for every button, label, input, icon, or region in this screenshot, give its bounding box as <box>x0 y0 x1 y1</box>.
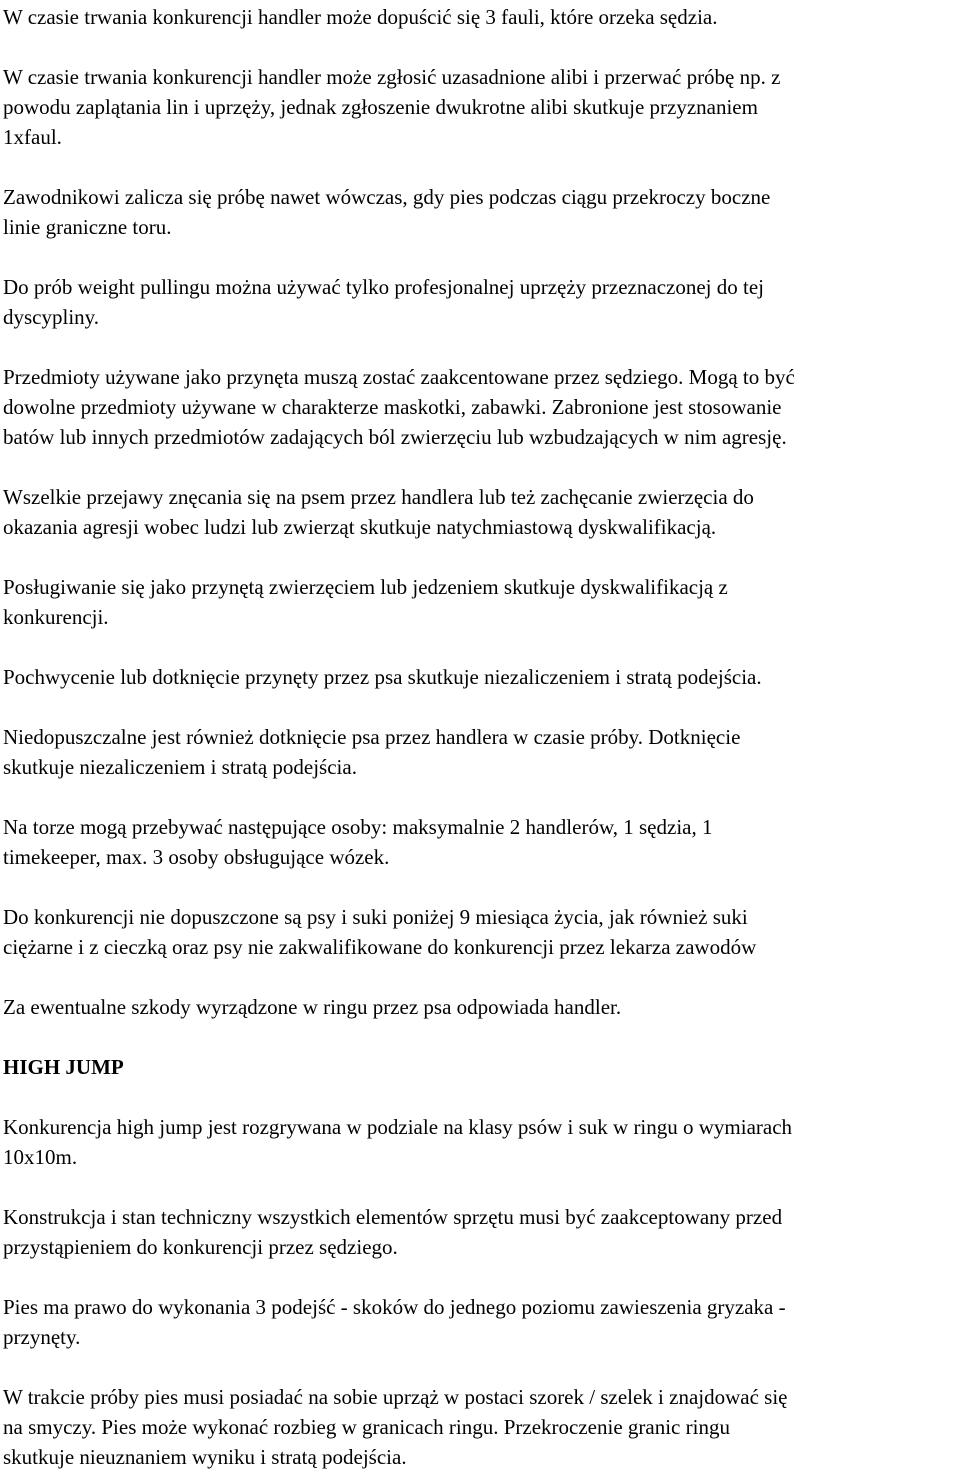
paragraph-lure-contact: Pochwycenie lub dotknięcie przynęty przez psa skutkuje niezaliczeniem i stratą podejścia. <box>3 665 762 689</box>
paragraph-harness-leash: W trakcie próby pies musi posiadać na sobie uprząż w postaci szorek / szelek i znajdować się na smyczy. Pies może wykonać rozbieg w granicach ringu. Przekroczenie granic ringu skutkuje nieuznaniem wyniku i stratą podejścia. <box>3 1385 788 1469</box>
paragraph-track-persons: Na torze mogą przebywać następujące osoby: maksymalnie 2 handlerów, 1 sędzia, 1 timekeeper, max. 3 osoby obsługujące wózek. <box>3 815 713 869</box>
paragraph-damages: Za ewentualne szkody wyrządzone w ringu przez psa odpowiada handler. <box>3 995 622 1019</box>
paragraph-equipment: Konstrukcja i stan techniczny wszystkich elementów sprzętu musi być zaakceptowany przed przystąpieniem do konkurencji przez sędziego. <box>3 1205 783 1259</box>
paragraph-alibi: W czasie trwania konkurencji handler może zgłosić uzasadnione alibi i przerwać próbę np. z powodu zaplątania lin i uprzęży, jednak zgłoszenie dwukrotne alibi skutkuje przyznaniem 1xfaul. <box>3 65 781 149</box>
paragraph-lure-objects: Przedmioty używane jako przynęta muszą zostać zaakcentowane przez sędziego. Mogą to być dowolne przedmioty używane w charakterze maskotki, zabawki. Zabronione jest stosowanie batów lub innych przedmiotów zadających ból zwierzęciu lub wzbudzających w nim agresję. <box>3 365 795 449</box>
paragraph-side-lines: Zawodnikowi zalicza się próbę nawet wówczas, gdy pies podczas ciągu przekroczy boczne linie graniczne toru. <box>3 185 771 239</box>
paragraph-attempts: Pies ma prawo do wykonania 3 podejść - skoków do jednego poziomu zawieszenia gryzaka - przynęty. <box>3 1295 786 1349</box>
section-heading-high-jump: HIGH JUMP <box>3 1055 124 1079</box>
paragraph-harness: Do prób weight pullingu można używać tylko profesjonalnej uprzęży przeznaczonej do tej dyscypliny. <box>3 275 764 329</box>
paragraph-high-jump-classes: Konkurencja high jump jest rozgrywana w podziale na klasy psów i suk w ringu o wymiarach 10x10m. <box>3 1115 793 1169</box>
paragraph-eligibility: Do konkurencji nie dopuszczone są psy i suki poniżej 9 miesiąca życia, jak również suki ciężarne i z cieczką oraz psy nie zakwalifikowane do konkurencji przez lekarza zawodów <box>3 905 757 959</box>
paragraph-handler-contact: Niedopuszczalne jest również dotknięcie psa przez handlera w czasie próby. Dotknięcie skutkuje niezaliczeniem i stratą podejścia. <box>3 725 741 779</box>
paragraph-animal-lure: Posługiwanie się jako przynętą zwierzęciem lub jedzeniem skutkuje dyskwalifikacją z konkurencji. <box>3 575 728 629</box>
paragraph-fouls: W czasie trwania konkurencji handler może dopuścić się 3 fauli, które orzeka sędzia. <box>3 5 718 29</box>
paragraph-abuse: Wszelkie przejawy znęcania się na psem przez handlera lub też zachęcanie zwierzęcia do okazania agresji wobec ludzi lub zwierząt skutkuje natychmiastową dyskwalifikacją. <box>3 485 754 539</box>
